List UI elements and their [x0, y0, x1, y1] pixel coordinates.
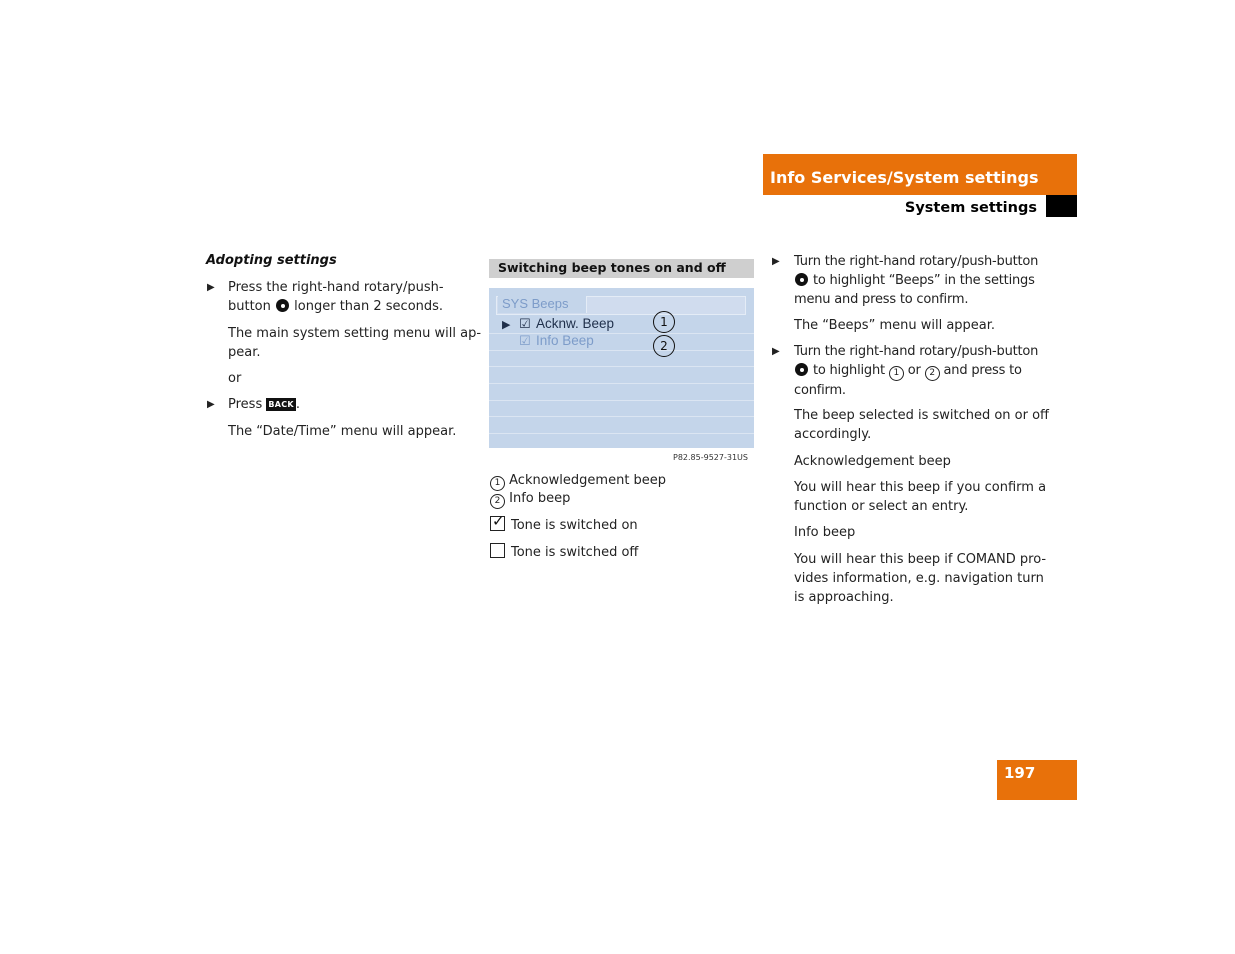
bullet-arrow-icon: ▶: [207, 399, 215, 410]
checked-icon: ☑: [519, 334, 531, 349]
ack-beep-description: You will hear this beep if you confirm a function or select an entry.: [794, 480, 1047, 514]
info-beep-description: You will hear this beep if COMAND pro- vides information, e.g. navigation turn is approaching.: [794, 552, 1047, 605]
figure-code: P82.85-9527-31US: [673, 453, 748, 462]
section-subtitle: System settings: [904, 200, 1037, 216]
rotary-knob-icon: [795, 273, 808, 286]
left-or: or: [228, 371, 242, 386]
callout-2: 2: [653, 335, 675, 357]
screen-title: SYS Beeps: [502, 296, 569, 311]
screen-item-info-beep: Info Beep: [536, 333, 594, 348]
back-key-icon: BACK: [268, 400, 294, 409]
callout-1: 1: [653, 311, 675, 333]
legend-item-1: 1 Acknowledgement beep: [490, 471, 666, 491]
info-beep-heading: Info beep: [794, 525, 856, 540]
checkbox-empty-icon: [490, 543, 505, 558]
screen-item-ack-beep: Acknw. Beep: [536, 316, 615, 331]
right-step1: Turn the right-hand rotary/push-button to highlight “Beeps” in the settings menu and press to confirm.: [794, 254, 1039, 307]
bullet-arrow-icon: ▶: [772, 346, 780, 357]
display-screen: [489, 288, 754, 448]
left-result2: The “Date/Time” menu will appear.: [228, 424, 457, 439]
legend-item-2: 2 Info beep: [490, 489, 570, 509]
right-result2: The beep selected is switched on or off accordingly.: [794, 408, 1050, 442]
header-marker: [1046, 195, 1077, 217]
section-title: Switching beep tones on and off: [498, 260, 726, 275]
right-step2: Turn the right-hand rotary/push-button to highlight 1 or 2 and press to confirm.: [794, 344, 1039, 398]
bullet-arrow-icon: ▶: [772, 256, 780, 267]
page-number: 197: [1004, 764, 1036, 782]
left-step2: Press BACK .: [228, 397, 301, 412]
rotary-knob-icon: [276, 299, 289, 312]
ack-beep-heading: Acknowledgement beep: [794, 454, 951, 469]
left-step1: Press the right-hand rotary/push- button longer than 2 seconds.: [228, 280, 444, 314]
checkbox-checked-icon: [490, 516, 505, 531]
bullet-arrow-icon: ▶: [207, 282, 215, 293]
cursor-arrow-icon: ▶: [502, 318, 511, 331]
rotary-knob-icon: [795, 363, 808, 376]
right-result1: The “Beeps” menu will appear.: [794, 318, 996, 333]
legend-off: Tone is switched off: [490, 543, 638, 562]
legend-on: ✓Tone is switched on: [490, 516, 638, 535]
left-result1: The main system setting menu will ap- pear.: [228, 326, 482, 360]
adopting-settings-heading: Adopting settings: [206, 253, 337, 268]
chapter-title: Info Services/System settings: [770, 168, 1039, 187]
checked-icon: ☑: [519, 317, 531, 332]
